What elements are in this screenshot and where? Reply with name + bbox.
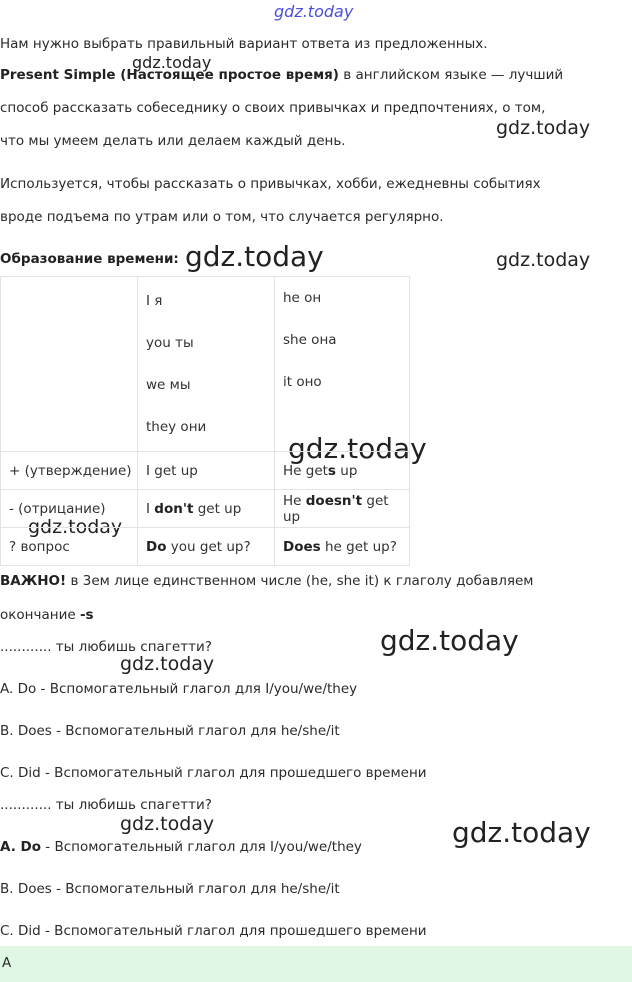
pronoun: you ты [146,335,194,351]
table-row [1,490,410,528]
table-cell: Do you get up? [138,528,275,566]
table-cell: I get up [138,452,275,490]
question-1-option-c: C. Did - Вспомогательный глагол для прошедшего времени [0,765,427,781]
pronoun: he он [283,290,322,306]
intro-term: Present Simple (Настоящее простое время) [0,67,339,83]
watermark: gdz.today [452,816,591,849]
intro-line-5: Используется, чтобы рассказать о привычках, хобби, ежедневны событиях [0,176,541,192]
watermark: gdz.today [288,432,427,465]
pronoun: she она [283,332,337,348]
question-1-option-a: A. Do - Вспомогательный глагол для I/you/we/they [0,681,358,697]
watermark: gdz.today [120,813,215,835]
question-2-option-b: B. Does - Вспомогательный глагол для he/she/it [0,881,340,897]
formation-heading: Образование времени: [0,251,179,267]
question-2-option-c: C. Did - Вспомогательный глагол для прошедшего времени [0,923,427,939]
row-label: ? вопрос [1,528,138,566]
intro-line-1: Нам нужно выбрать правильный вариант ответа из предложенных. [0,36,488,52]
watermark: gdz.today [380,624,519,657]
watermark: gdz.today [28,516,123,538]
pronouns-cell [138,277,275,452]
row-label: + (утверждение) [1,452,138,490]
answer-value: A [2,955,12,971]
intro-line-3: способ рассказать собеседнику о своих привычках и предпочтениях, о том, [0,100,546,116]
watermark: gdz.today [496,249,591,271]
pronoun: we мы [146,377,191,393]
intro-line-4: что мы умеем делать или делаем каждый день. [0,133,346,149]
table-row [1,277,410,452]
pronoun: they они [146,419,207,435]
row-label: - (отрицание) [1,490,138,528]
pronoun: it оно [283,374,322,390]
grammar-table [0,276,410,566]
table-row [1,528,410,566]
important-note-line-2: окончание -s [0,607,94,623]
table-cell: He doesn't get up [275,490,410,528]
question-2-prompt: ............ ты любишь спагетти? [0,797,212,813]
table-row [1,452,410,490]
pronouns-cell [275,277,410,452]
watermark: gdz.today [185,240,324,273]
intro-line-2-rest: в английском языке — лучший [338,67,564,83]
question-1-option-b: B. Does - Вспомогательный глагол для he/she/it [0,723,340,739]
watermark: gdz.today [120,653,215,675]
watermark: gdz.today [496,117,591,139]
question-2-option-a: A. Do - Вспомогательный глагол для I/you/we/they [0,839,362,855]
table-cell: Does he get up? [275,528,410,566]
watermark-top: gdz.today [274,2,354,21]
table-cell-empty [1,277,138,452]
intro-line-2 [0,66,563,84]
table-cell: I don't get up [138,490,275,528]
intro-line-6: вроде подъема по утрам или о том, что случается регулярно. [0,209,444,225]
watermark: gdz.today [132,53,212,72]
table-cell: He gets up [275,452,410,490]
pronoun: I я [146,293,163,309]
question-1-prompt: ............ ты любишь спагетти? [0,639,212,655]
answer-bar [0,946,632,982]
important-note: ВАЖНО! в 3ем лице единственном числе (he, she it) к глаголу добавляем [0,573,534,589]
